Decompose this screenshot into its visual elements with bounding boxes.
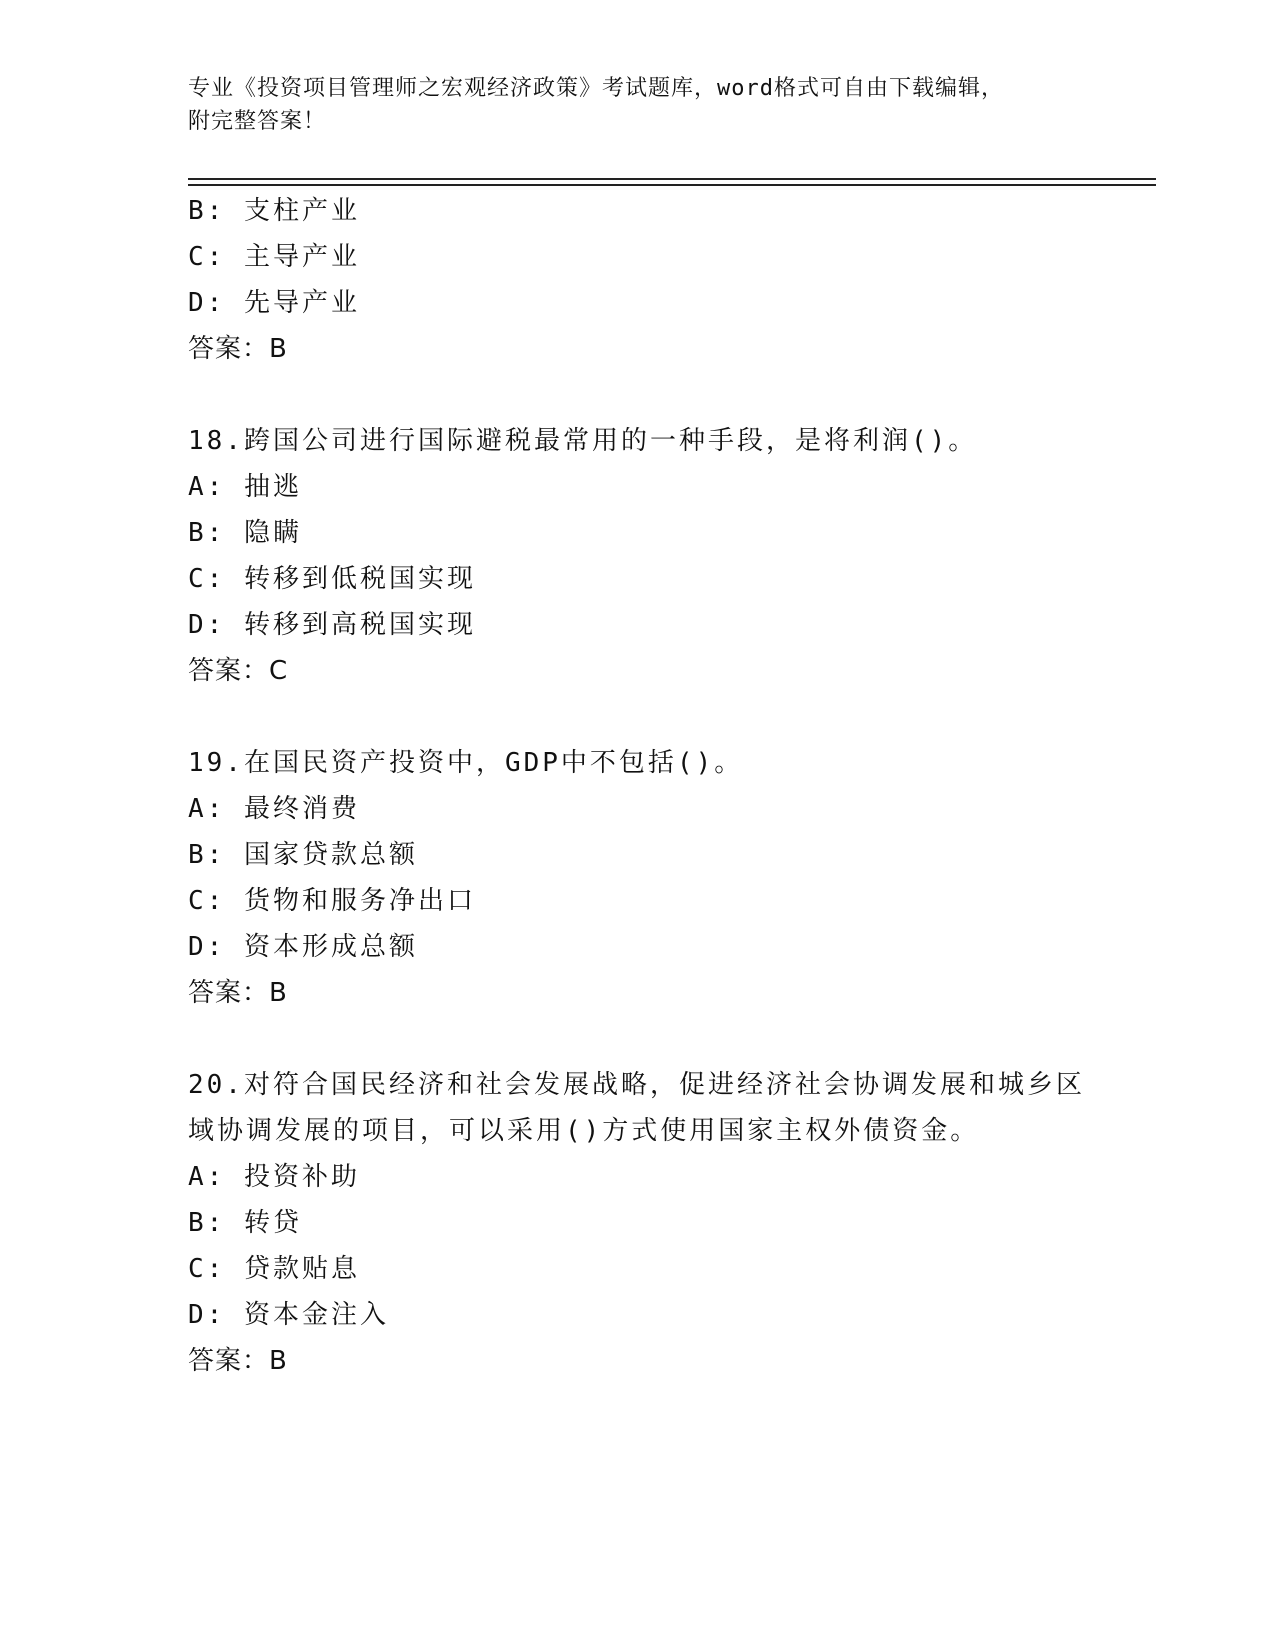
question-text-line-2: 域协调发展的项目，可以采用()方式使用国家主权外债资金。 (188, 1116, 980, 1146)
option-c: C: 贷款贴息 (188, 1254, 360, 1284)
header-divider-top (188, 178, 1156, 180)
question-18 (188, 418, 1088, 694)
question-text-line-1: 20.对符合国民经济和社会发展战略，促进经济社会协调发展和城乡区 (188, 1070, 1085, 1100)
option-b: B: 支柱产业 (188, 196, 360, 226)
answer: 答案：B (188, 978, 288, 1008)
option-d: D: 先导产业 (188, 288, 360, 318)
header-line-1: 专业《投资项目管理师之宏观经济政策》考试题库，word格式可自由下载编辑， (188, 76, 1004, 101)
question-text: 19.在国民资产投资中，GDP中不包括()。 (188, 748, 744, 778)
header-line-2: 附完整答案！ (188, 109, 327, 134)
header-divider-bottom (188, 184, 1156, 186)
option-b: B: 转贷 (188, 1208, 302, 1238)
option-c: C: 主导产业 (188, 242, 360, 272)
question-20 (188, 1062, 1088, 1384)
question-text: 18.跨国公司进行国际避税最常用的一种手段，是将利润()。 (188, 426, 978, 456)
option-d: D: 转移到高税国实现 (188, 610, 476, 640)
answer: 答案：B (188, 1346, 288, 1376)
answer: 答案：C (188, 656, 289, 686)
question-17-fragment (188, 188, 1088, 372)
question-19 (188, 740, 1088, 1016)
answer: 答案：B (188, 334, 288, 364)
option-c: C: 转移到低税国实现 (188, 564, 476, 594)
option-a: A: 最终消费 (188, 794, 360, 824)
option-c: C: 货物和服务净出口 (188, 886, 476, 916)
spacer (188, 1016, 1088, 1062)
spacer (188, 372, 1088, 418)
option-d: D: 资本形成总额 (188, 932, 418, 962)
spacer (188, 694, 1088, 740)
option-a: A: 投资补助 (188, 1162, 360, 1192)
option-b: B: 国家贷款总额 (188, 840, 418, 870)
question-list (188, 188, 1088, 1384)
option-d: D: 资本金注入 (188, 1300, 389, 1330)
option-b: B: 隐瞒 (188, 518, 302, 548)
option-a: A: 抽逃 (188, 472, 302, 502)
document-header (188, 72, 1088, 138)
